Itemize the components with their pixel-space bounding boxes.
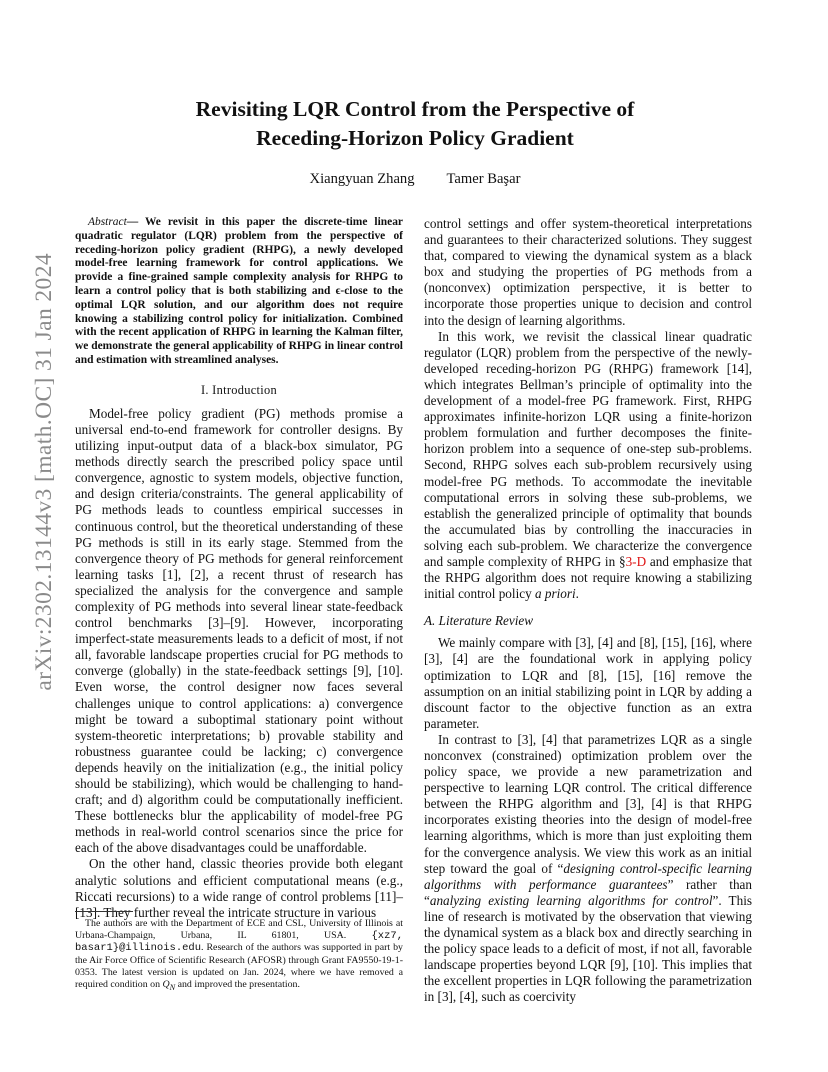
- abstract-label: Abstract: [88, 216, 127, 228]
- footnote-rule: [75, 911, 133, 912]
- intro-paragraph-1: Model-free policy gradient (PG) methods promise a universal end-to-end framework for controller designs. By utilizing input-output data of a black-box simulator, PG methods directly search the prescribed policy space until convergence, agnostic to system models, objective function, and design criteria/constraints. The general applicability of PG methods leads to countless empirical successes in continuous control, but the theoretical understanding of these PG methods is still in its early stage. Stemmed from the convergence theory of PG methods for general reinforcement learning tasks [1], [2], a recent thrust of research has specialized the analysis for the convergence and sample complexity of PG methods into several linear state-feedback control benchmarks [3]–[9]. However, incorporating imperfect-state measurements leads to a deficit of most, if not all, favorable landscape properties crucial for PG methods to converge (globally) in the state-feedback settings [9], [10]. Even worse, the control designer now faces several challenges unique to control applications: a) convergence might be toward a suboptimal stationary point without system-theoretic interpretations; b) provable stability and robustness guarantee could be lacking; c) convergence depends heavily on the initialization (e.g., the initial policy should be stabilizing), which would be challenging to hand-craft; and d) algorithm could be computationally inefficient. These bottlenecks blur the applicability of model-free PG methods in real-world control scenarios since the price for each of the above disadvantages could be unaffordable.: [75, 405, 403, 856]
- right-paragraph-2: [424, 329, 752, 603]
- title-line-1: Revisiting LQR Control from the Perspective of: [195, 97, 635, 121]
- lit-p2-quote-1: designing control-specific learning algorithms with performance guarantees: [424, 860, 752, 892]
- right-p2-text-a: In this work, we revisit the classical linear quadratic regulator (LQR) problem from the perspective of the newly-developed receding-horizon PG (RHPG) framework [14], which integrates Bellman’s principle of optimality into the development of a model-free PG framework. First, RHPG approximates infinite-horizon LQR using a finite-horizon problem formulation and further decomposes the finite-horizon problem into a sequence of one-step sub-problems. Second, RHPG solves each sub-problem recursively using model-free PG methods. To accommodate the inevitable computational errors in solving these sub-problems, we establish the generalized principle of optimality that bounds the accumulated bias by controlling the inaccuracies in solving each sub-problem. We characterize the convergence and sample complexity of RHPG in §: [424, 328, 752, 569]
- intro-paragraph-2: On the other hand, classic theories provide both elegant analytic solutions and efficient computational means (e.g., Riccati recursions) to a wide range of control problems [11]–[13]. They further reveal the intricate structure in various: [75, 856, 403, 920]
- author-2: Tamer Başar: [446, 171, 521, 187]
- lit-p2-quote-2: analyzing existing learning algorithms for control: [429, 892, 713, 908]
- footnote-math-subscript: N: [169, 982, 176, 992]
- arxiv-stamp: [26, 253, 62, 691]
- section-heading-introduction: I. Introduction: [200, 382, 278, 397]
- paper-title: [130, 95, 700, 153]
- lit-p2-text-c: ”. This line of research is motivated by the observation that viewing the dynamical system as a black box and directly searching in the policy space leads to a deficit of most, if not all, favorable landscape properties beyond LQR [9], [10]. This implies that the excellent properties in LQR following the parametrization in [3], [4], such as coercivity: [424, 892, 752, 1005]
- section-link[interactable]: 3-D: [625, 553, 647, 569]
- right-p2-end: .: [575, 586, 579, 602]
- footnote: [75, 918, 403, 994]
- left-column: [75, 216, 403, 921]
- footnote-text-b: . Research of the authors was supported in part by the Air Force Office of Scientific Research (AFOSR) through Grant FA9550-19-1-0353. The latest version is updated on Jan. 2024, where we have removed a required condition on: [75, 942, 403, 991]
- footnote-text-a: The authors are with the Department of ECE and CSL, University of Illinois at Urbana-Champaign, Urbana, IL 61801, USA.: [75, 918, 403, 942]
- lit-p2-text-b: ” rather than “: [424, 876, 752, 908]
- title-line-2: Receding-Horizon Policy Gradient: [256, 126, 574, 150]
- arxiv-id: arXiv:2302.13144v3 [math.OC] 31 Jan 2024: [30, 253, 57, 691]
- right-p2-text-b: and emphasize that the RHPG algorithm does not require knowing a stabilizing initial control policy: [424, 553, 752, 602]
- right-column: [424, 216, 752, 1006]
- author-emails[interactable]: {xz7, basar1}@illinois.edu: [75, 930, 403, 955]
- abstract-text: — We revisit in this paper the discrete-time linear quadratic regulator (LQR) problem from the perspective of receding-horizon policy gradient (RHPG), a newly developed model-free learning framework for control applications. We provide a fine-grained sample complexity analysis for RHPG to learn a control policy that is both stabilizing and ϵ-close to the optimal LQR solution, and our algorithm does not require knowing a stabilizing control policy for initialization. Combined with the recent application of RHPG in learning the Kalman filter, we demonstrate the general applicability of RHPG in linear control and estimation with streamlined analyses.: [75, 216, 403, 366]
- abstract: [75, 216, 403, 368]
- right-p2-italic: a priori: [534, 586, 576, 602]
- literature-paragraph-2: [424, 732, 752, 1006]
- footnote-text-c: and improved the presentation.: [175, 979, 300, 991]
- footnote-math: Q: [162, 979, 170, 991]
- right-paragraph-1: control settings and offer system-theoretical interpretations and guarantees to their characterized solutions. They suggest that, compared to viewing the dynamical system as a black box and studying the properties of PG methods from a (nonconvex) optimization perspective, it is better to incorporate those properties unique to decision and control into the design of learning algorithms.: [424, 216, 752, 328]
- literature-paragraph-1: We mainly compare with [3], [4] and [8], [15], [16], where [3], [4] are the foundational work in applying policy optimization to LQR and [8], [15], [16] remove the assumption on an initial stabilizing point in LQR by adding a discount factor to the objective function as an extra parameter.: [424, 635, 752, 731]
- subsection-heading-literature-review: A. Literature Review: [424, 613, 534, 629]
- lit-p2-text-a: In contrast to [3], [4] that parametrizes LQR as a single nonconvex (constrained) optimization problem over the policy space, we provide a new parametrization and perspective to learning LQR control. The critical difference between the RHPG algorithm and [3], [4] is that RHPG incorporates existing theories into the design of model-free learning algorithms, which is more than just exploiting them for the convergence analysis. We view this work as an initial step toward the goal of “: [424, 731, 752, 876]
- author-1: Xiangyuan Zhang: [309, 171, 415, 187]
- author-list: [250, 171, 580, 188]
